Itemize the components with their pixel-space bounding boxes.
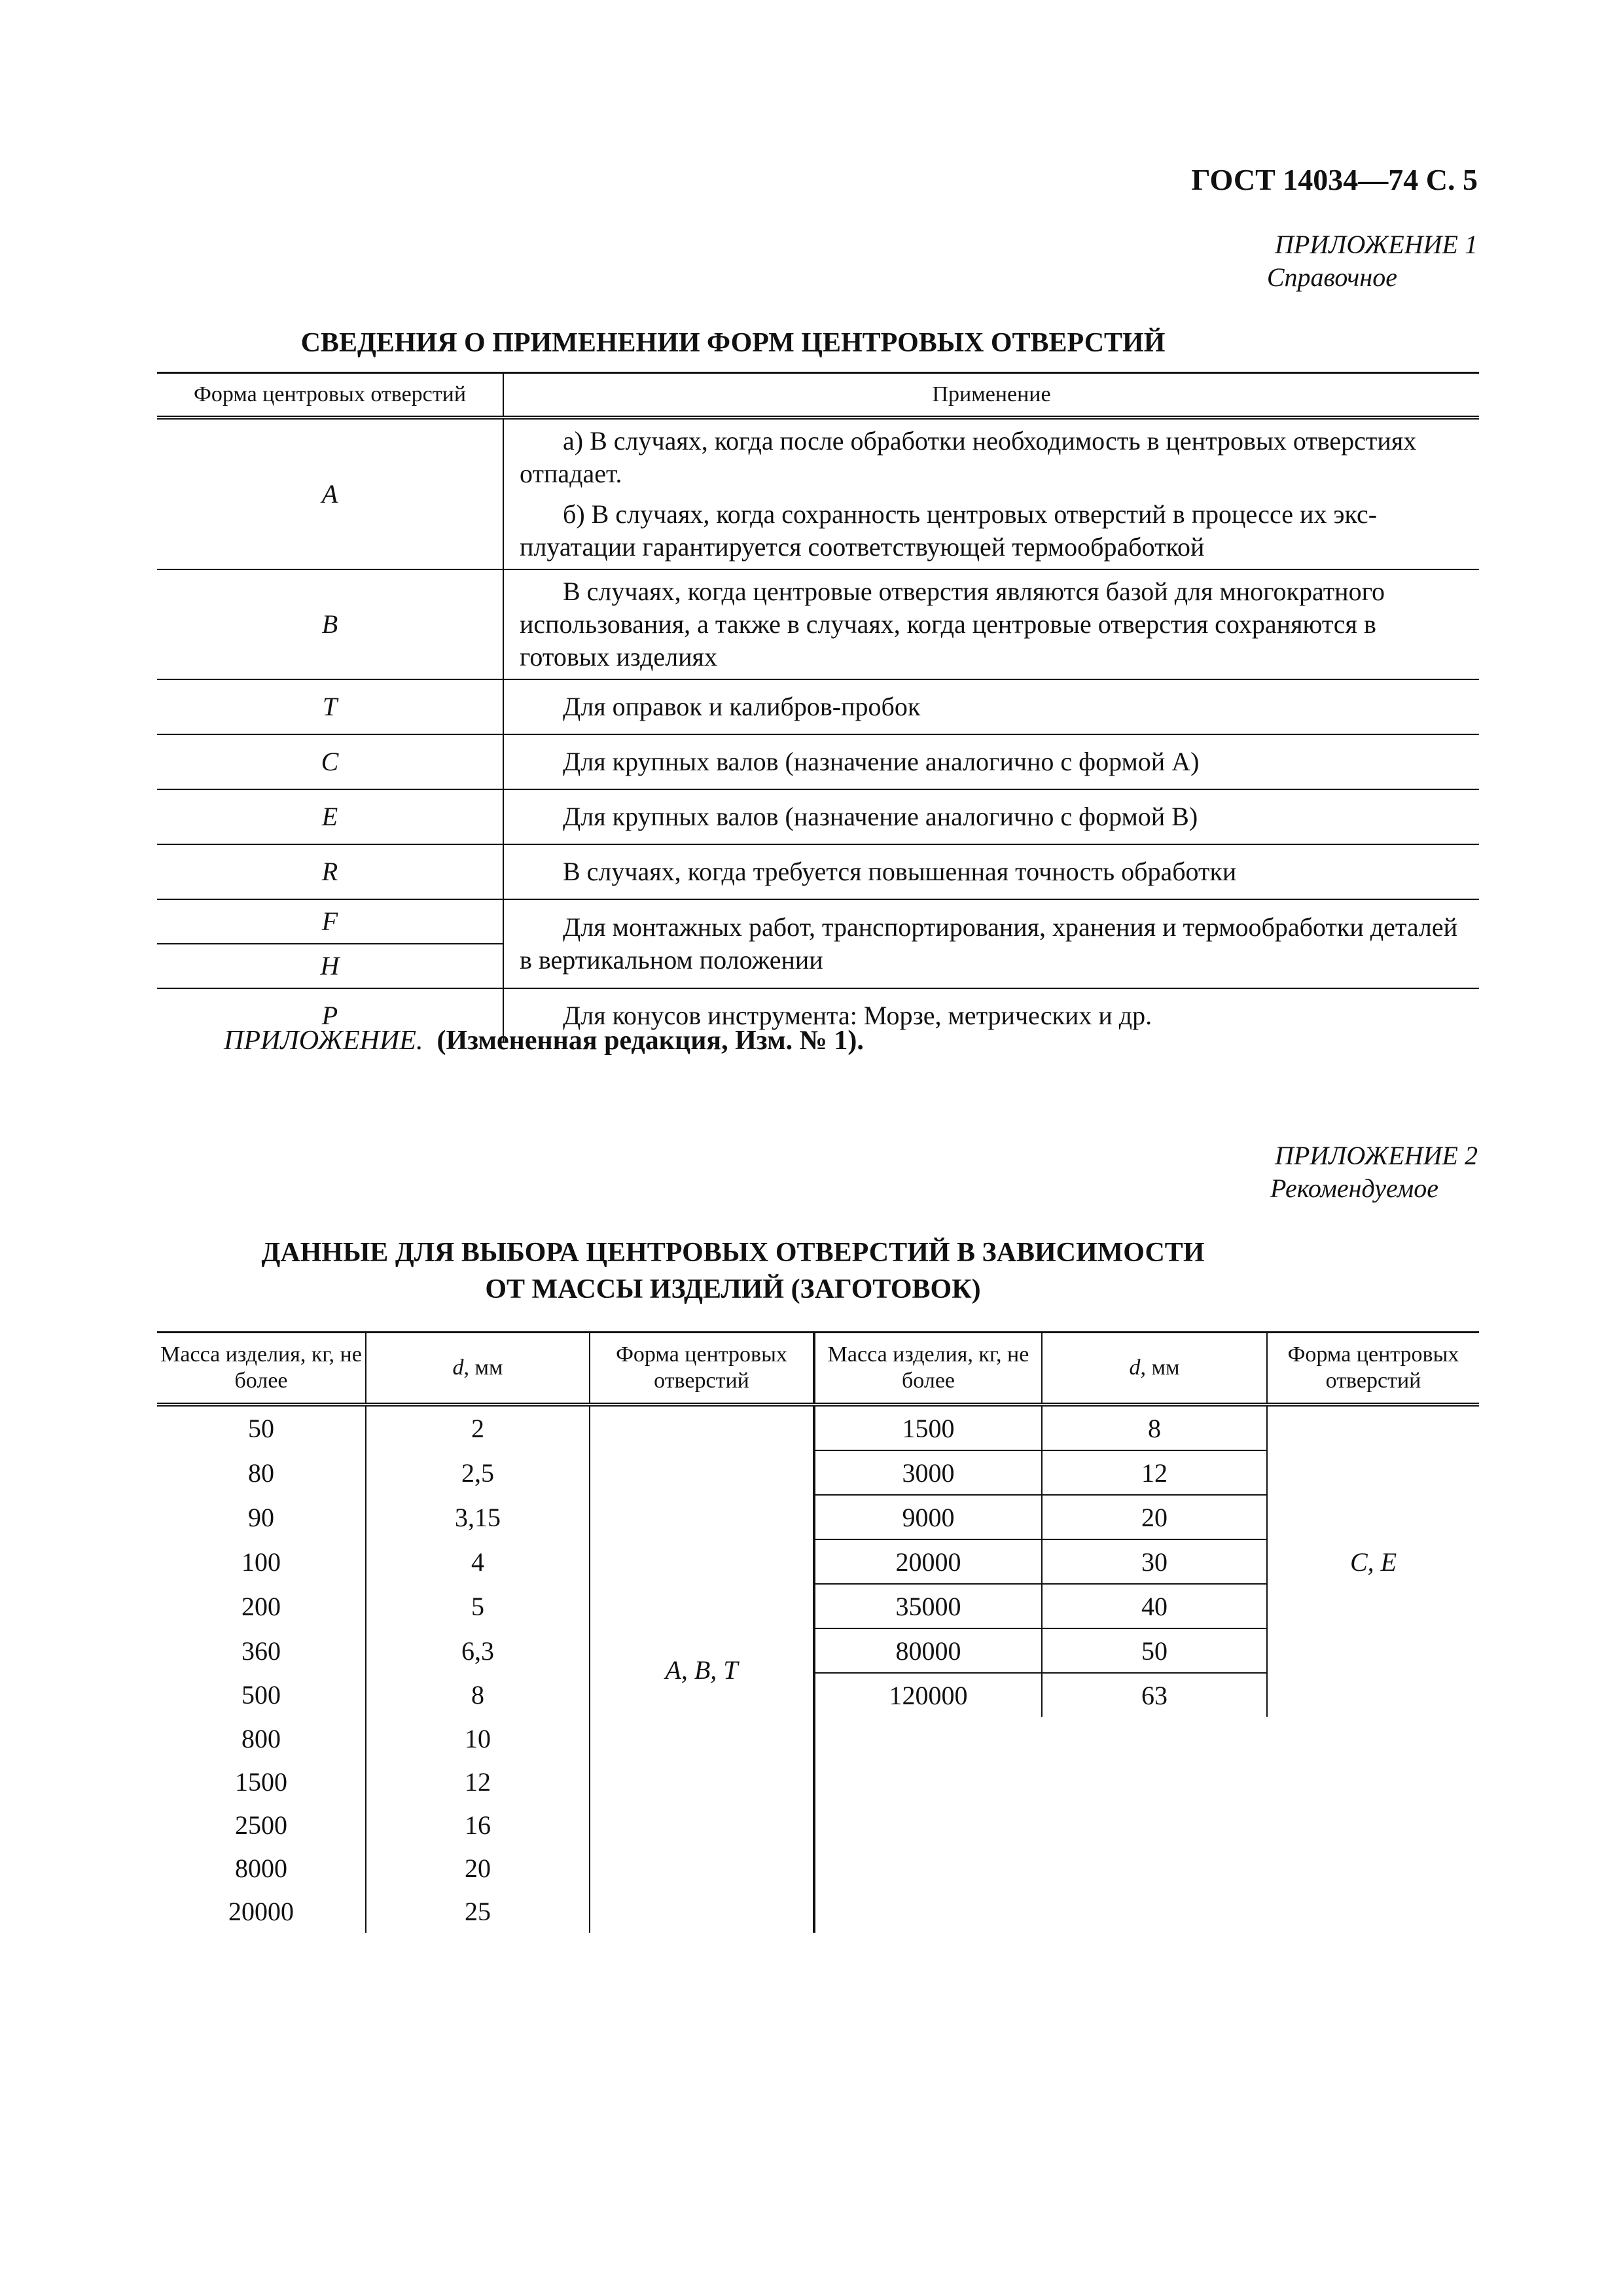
d-symbol: d: [1129, 1355, 1141, 1380]
table2-cell: 40: [1042, 1584, 1267, 1628]
table2-col-d: [1042, 1333, 1267, 1405]
table1-col-application: Применение: [503, 373, 1479, 418]
table1-text: Для крупных валов (назначение аналогично с формой А): [563, 747, 1200, 776]
table2-cell: 1500: [157, 1760, 366, 1803]
table2-cell: 12: [366, 1760, 590, 1803]
table1-form: F: [157, 899, 503, 944]
table2-cell: 8: [366, 1673, 590, 1717]
table2: [157, 1331, 1479, 1933]
table1-text: В случаях, когда центровые отверстия являются базой для многократного использования, а также в случаях, когда центровые отверстия сохраняются в готовых изделиях: [520, 577, 1385, 672]
table2-cell: 20: [366, 1846, 590, 1890]
table2-cell: 63: [1042, 1673, 1267, 1717]
table2-col-d: [366, 1333, 590, 1405]
table1-form: A: [157, 418, 503, 569]
table1-text: а) В случаях, когда после обработки необходимость в центровых отверстиях отпадает.: [520, 426, 1417, 488]
table1-form: R: [157, 844, 503, 899]
note-bold: (Измененная редакция, Изм. № 1).: [437, 1026, 864, 1056]
table2-cell: 4: [366, 1539, 590, 1584]
table1-title: СВЕДЕНИЯ О ПРИМЕНЕНИИ ФОРМ ЦЕНТРОВЫХ ОТВЕРСТИЙ: [300, 328, 1166, 358]
annex-change-note: [224, 1025, 864, 1056]
table2-col-form: Форма центровых отверстий: [590, 1333, 814, 1405]
table2-empty-area: [814, 1717, 1479, 1933]
table2-cell: 5: [366, 1584, 590, 1628]
table2-form-right: C, E: [1349, 1547, 1397, 1577]
table2-cell: 360: [157, 1628, 366, 1673]
table2-cell: 2: [366, 1405, 590, 1450]
table2-col-form: Форма центровых отверстий: [1267, 1333, 1479, 1405]
table2-cell: 2500: [157, 1803, 366, 1846]
table2-cell: 8: [1042, 1405, 1267, 1450]
table1-application: [503, 418, 1479, 569]
annex1-type: Справочное: [1266, 262, 1397, 292]
d-unit: , мм: [1140, 1355, 1180, 1380]
table2-cell: 12: [1042, 1450, 1267, 1495]
table2-cell: 3000: [814, 1450, 1042, 1495]
table1-text: Для монтажных работ, транспортирования, хранения и термообработки деталей в вертикальном положении: [520, 912, 1458, 975]
table2-cell: 35000: [814, 1584, 1042, 1628]
table2-cell: 2,5: [366, 1450, 590, 1495]
table2-col-mass: Масса изделия, кг, не более: [157, 1333, 366, 1405]
table2-cell: 20000: [814, 1539, 1042, 1584]
table1-col-form: Форма центровых отверстий: [157, 373, 503, 418]
table2-cell: 8000: [157, 1846, 366, 1890]
table2-cell: 3,15: [366, 1495, 590, 1539]
table1-form: B: [157, 569, 503, 679]
note-italic: ПРИЛОЖЕНИЕ.: [224, 1026, 423, 1056]
page-header: ГОСТ 14034—74 С. 5: [1191, 163, 1478, 196]
table2-cell: 800: [157, 1717, 366, 1760]
table1-application: [503, 789, 1479, 844]
table2-title-line2: ОТ МАССЫ ИЗДЕЛИЙ (ЗАГОТОВОК): [485, 1274, 981, 1304]
table2-cell: 9000: [814, 1495, 1042, 1539]
table2-cell: 120000: [814, 1673, 1042, 1717]
table1-form: T: [157, 679, 503, 734]
table2-cell: 80: [157, 1450, 366, 1495]
table1-application: [503, 734, 1479, 789]
table2-col-mass: Масса изделия, кг, не более: [814, 1333, 1042, 1405]
table1-form: P: [157, 988, 503, 1043]
annex1-label: ПРИЛОЖЕНИЕ 1: [1275, 230, 1478, 259]
table1-text: Для конусов инструмента: Морзе, метрических и др.: [563, 1001, 1152, 1030]
table2-cell: 16: [366, 1803, 590, 1846]
table1-application: [503, 679, 1479, 734]
table1-application: [503, 844, 1479, 899]
table2-title-line1: ДАННЫЕ ДЛЯ ВЫБОРА ЦЕНТРОВЫХ ОТВЕРСТИЙ В ЗАВИСИМОСТИ: [261, 1238, 1205, 1268]
table1-application: [503, 569, 1479, 679]
d-symbol: d: [452, 1355, 464, 1380]
table2-form-left: A, B, T: [590, 1405, 814, 1933]
table1-text: В случаях, когда требуется повышенная точность обработки: [563, 857, 1237, 886]
table1-text: Для оправок и калибров-пробок: [563, 692, 921, 721]
table1-application: [503, 899, 1479, 988]
table2-cell: 1500: [814, 1405, 1042, 1450]
table2-cell: 6,3: [366, 1628, 590, 1673]
table2-cell: 20000: [157, 1890, 366, 1933]
table2-cell: 80000: [814, 1628, 1042, 1673]
table1: [157, 372, 1479, 1043]
table2-cell: 10: [366, 1717, 590, 1760]
table2-cell: 50: [1042, 1628, 1267, 1673]
table2-cell: 500: [157, 1673, 366, 1717]
table2-cell: 30: [1042, 1539, 1267, 1584]
table2-cell: 50: [157, 1405, 366, 1450]
table1-form: C: [157, 734, 503, 789]
table1-form: E: [157, 789, 503, 844]
annex2-type: Рекомендуемое: [1270, 1174, 1438, 1203]
d-unit: , мм: [463, 1355, 503, 1380]
table2-cell: 25: [366, 1890, 590, 1933]
table2-cell: 100: [157, 1539, 366, 1584]
table1-text: Для крупных валов (назначение аналогично с формой В): [563, 802, 1198, 831]
table1-form: H: [157, 944, 503, 988]
table2-cell: 20: [1042, 1495, 1267, 1539]
table2-cell: 200: [157, 1584, 366, 1628]
table2-title: [0, 1234, 1544, 1308]
table2-cell: 90: [157, 1495, 366, 1539]
table1-text: б) В случаях, когда сохранность центровых отверстий в процессе их эксплуатации гарантируется соответствующей термообработкой: [520, 499, 1378, 562]
annex2-label: ПРИЛОЖЕНИЕ 2: [1275, 1141, 1478, 1170]
